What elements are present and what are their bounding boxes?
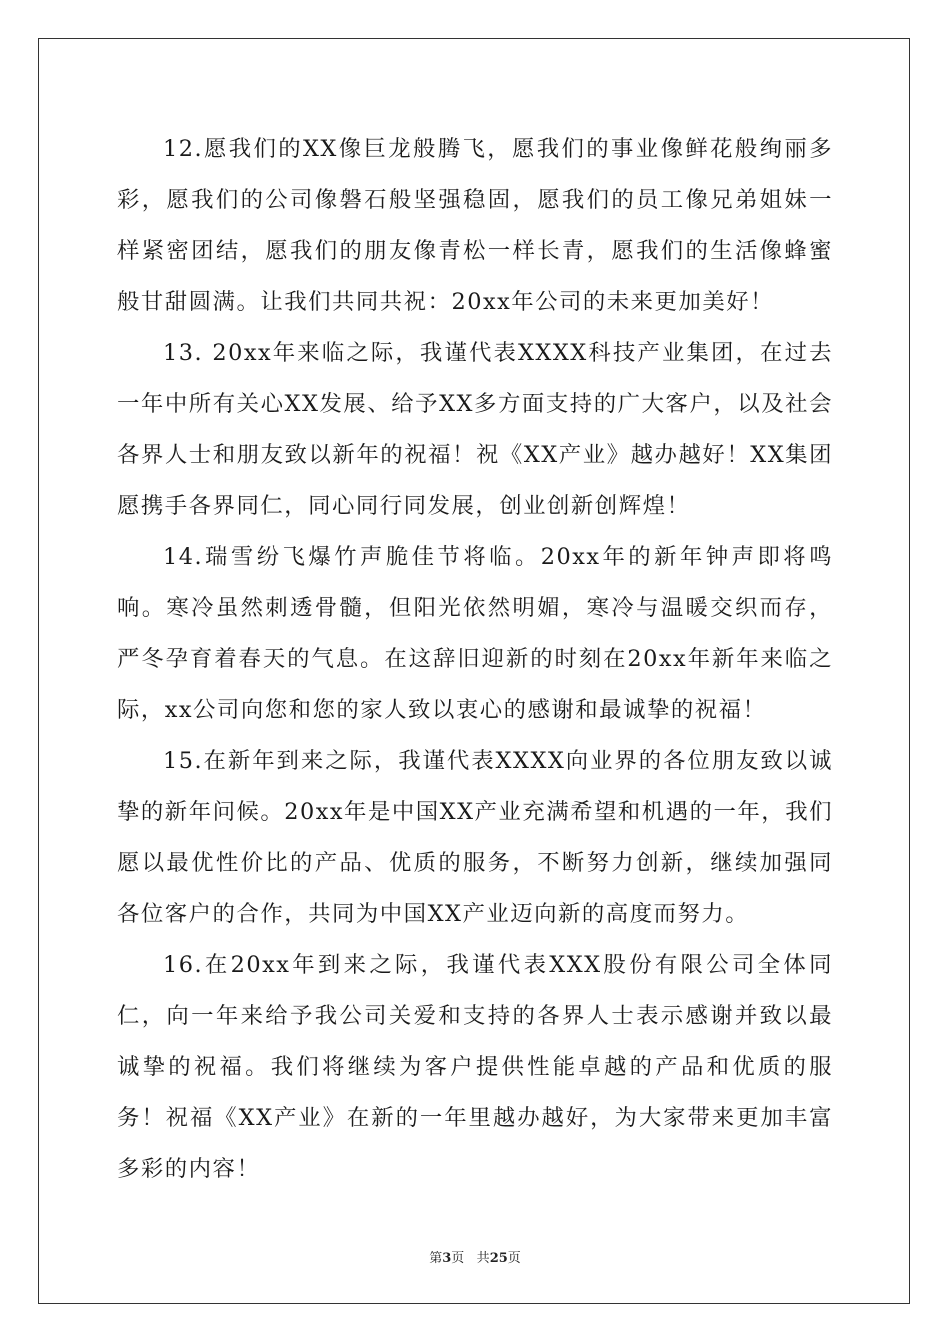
page-prefix: 第 — [429, 1251, 443, 1266]
page-suffix: 页 — [451, 1251, 465, 1266]
page-footer — [0, 1247, 950, 1266]
total-suffix: 页 — [507, 1251, 521, 1266]
total-pages: 25 — [489, 1251, 508, 1266]
paragraph-12: 12.愿我们的XX像巨龙般腾飞，愿我们的事业像鲜花般绚丽多彩，愿我们的公司像磐石般坚强稳固，愿我们的员工像兄弟姐妹一样紧密团结，愿我们的朋友像青松一样长青，愿我们的生活像蜂蜜般甘甜圆满。让我们共同共祝：20xx年公司的未来更加美好！ — [117, 136, 833, 315]
total-prefix: 共 — [476, 1251, 490, 1266]
page-number: 3 — [442, 1251, 452, 1266]
paragraph-16: 16.在20xx年到来之际，我谨代表XXX股份有限公司全体同仁，向一年来给予我公司关爱和支持的各界人士表示感谢并致以最诚挚的祝福。我们将继续为客户提供性能卓越的产品和优质的服务！祝福《XX产业》在新的一年里越办越好，为大家带来更加丰富多彩的内容！ — [117, 952, 833, 1182]
paragraph-13: 13. 20xx年来临之际，我谨代表XXXX科技产业集团，在过去一年中所有关心XX发展、给予XX多方面支持的广大客户，以及社会各界人士和朋友致以新年的祝福！祝《XX产业》越办越好！XX集团愿携手各界同仁，同心同行同发展，创业创新创辉煌！ — [117, 340, 833, 519]
document-body — [117, 124, 833, 1195]
paragraph-14: 14.瑞雪纷飞爆竹声脆佳节将临。20xx年的新年钟声即将鸣响。寒冷虽然刺透骨髓，但阳光依然明媚，寒冷与温暖交织而存，严冬孕育着春天的气息。在这辞旧迎新的时刻在20xx年新年来临之际，xx公司向您和您的家人致以衷心的感谢和最诚挚的祝福！ — [117, 544, 833, 723]
paragraph-15: 15.在新年到来之际，我谨代表XXXX向业界的各位朋友致以诚挚的新年问候。20xx年是中国XX产业充满希望和机遇的一年，我们愿以最优性价比的产品、优质的服务，不断努力创新，继续加强同各位客户的合作，共同为中国XX产业迈向新的高度而努力。 — [117, 748, 833, 927]
